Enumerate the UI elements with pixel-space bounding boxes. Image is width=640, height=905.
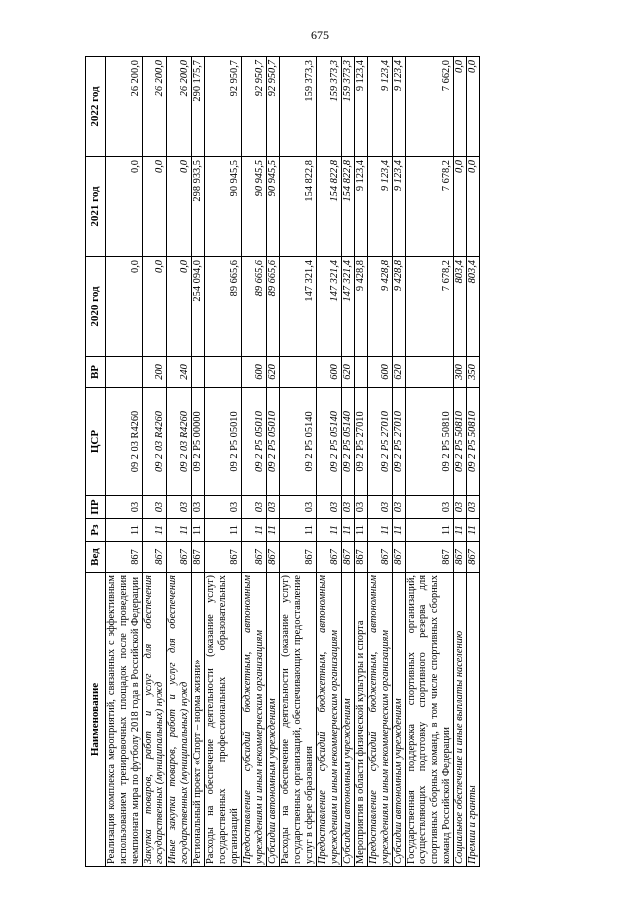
table-row <box>354 57 367 867</box>
cell-2022: 9 123,4 <box>392 57 405 157</box>
cell-2020: 147 321,4 <box>341 257 354 357</box>
budget-table-container <box>85 57 612 867</box>
cell-ved: 867 <box>167 542 192 573</box>
cell-csr: 09 2 03 R4260 <box>167 388 192 496</box>
cell-2022: 0,0 <box>454 57 467 157</box>
cell-pr: 03 <box>167 496 192 519</box>
cell-pr: 03 <box>142 496 167 519</box>
cell-csr: 09 2 P5 27010 <box>367 388 392 496</box>
cell-pr: 03 <box>316 496 341 519</box>
cell-pr: 03 <box>105 496 142 519</box>
cell-name: Реализация комплекса мероприятий, связанных с эффективным использованием тренировочных площадок после проведения чемпионата мира по футболу 2018 года в Российской Федерации <box>105 573 142 867</box>
cell-name: Иные закупки товаров, работ и услуг для обеспечения государственных (муниципальных) нужд <box>167 573 192 867</box>
cell-csr: 09 2 P5 00000 <box>192 388 205 496</box>
cell-csr: 09 2 P5 50810 <box>454 388 467 496</box>
cell-rz: 11 <box>316 519 341 542</box>
cell-2022: 159 373,3 <box>341 57 354 157</box>
table-row <box>367 57 392 867</box>
table-row <box>454 57 467 867</box>
cell-ved: 867 <box>242 542 267 573</box>
cell-2021: 0,0 <box>454 157 467 257</box>
cell-pr: 03 <box>242 496 267 519</box>
cell-csr: 09 2 P5 27010 <box>354 388 367 496</box>
cell-ved: 867 <box>192 542 205 573</box>
table-row <box>205 57 242 867</box>
cell-vr: 600 <box>316 357 341 388</box>
cell-2022: 9 123,4 <box>367 57 392 157</box>
cell-csr: 09 2 P5 05010 <box>242 388 267 496</box>
header-ved: Вед <box>86 542 106 573</box>
cell-2022: 0,0 <box>467 57 480 157</box>
cell-2022: 9 123,4 <box>354 57 367 157</box>
cell-csr: 09 2 03 R4260 <box>105 388 142 496</box>
table-row <box>142 57 167 867</box>
cell-2021: 0,0 <box>105 157 142 257</box>
cell-rz: 11 <box>392 519 405 542</box>
cell-2020: 9 428,8 <box>367 257 392 357</box>
header-2020: 2020 год <box>86 257 106 357</box>
cell-2021: 154 822,8 <box>316 157 341 257</box>
table-row <box>279 57 316 867</box>
table-row <box>167 57 192 867</box>
header-2021: 2021 год <box>86 157 106 257</box>
cell-2020: 803,4 <box>467 257 480 357</box>
cell-rz: 11 <box>367 519 392 542</box>
cell-rz: 11 <box>205 519 242 542</box>
cell-ved: 867 <box>142 542 167 573</box>
cell-ved: 867 <box>316 542 341 573</box>
cell-name: Государственная поддержка спортивных организаций, осуществляющих подготовку спортивного резерва для спортивных сборных команд, в том числе спортивных сборных команд Российской Федерации <box>405 573 454 867</box>
cell-rz: 11 <box>341 519 354 542</box>
cell-csr: 09 2 P5 05140 <box>341 388 354 496</box>
cell-csr: 09 2 03 R4260 <box>142 388 167 496</box>
table-row <box>392 57 405 867</box>
cell-ved: 867 <box>267 542 280 573</box>
cell-pr: 03 <box>392 496 405 519</box>
cell-ved: 867 <box>105 542 142 573</box>
cell-rz: 11 <box>267 519 280 542</box>
cell-pr: 03 <box>192 496 205 519</box>
cell-rz: 11 <box>242 519 267 542</box>
cell-csr: 09 2 P5 50810 <box>405 388 454 496</box>
cell-name: Предоставление субсидий бюджетным, автономным учреждениям и иным некоммерческим организациям <box>367 573 392 867</box>
cell-2022: 7 662,0 <box>405 57 454 157</box>
cell-rz: 11 <box>192 519 205 542</box>
cell-rz: 11 <box>105 519 142 542</box>
table-row <box>467 57 480 867</box>
header-rz: Рз <box>86 519 106 542</box>
cell-2021: 0,0 <box>167 157 192 257</box>
cell-name: Субсидии автономным учреждениям <box>392 573 405 867</box>
cell-2021: 0,0 <box>467 157 480 257</box>
cell-name: Региональный проект «Спорт – норма жизни» <box>192 573 205 867</box>
header-name: Наименование <box>86 573 106 867</box>
cell-2020: 803,4 <box>454 257 467 357</box>
cell-name: Закупка товаров, работ и услуг для обеспечения государственных (муниципальных) нужд <box>142 573 167 867</box>
cell-vr <box>205 357 242 388</box>
cell-vr: 620 <box>341 357 354 388</box>
cell-csr: 09 2 P5 50810 <box>467 388 480 496</box>
cell-ved: 867 <box>354 542 367 573</box>
cell-pr: 03 <box>405 496 454 519</box>
cell-csr: 09 2 P5 05140 <box>279 388 316 496</box>
cell-ved: 867 <box>367 542 392 573</box>
cell-rz: 11 <box>405 519 454 542</box>
cell-name: Субсидии автономным учреждениям <box>267 573 280 867</box>
header-csr: ЦСР <box>86 388 106 496</box>
cell-pr: 03 <box>367 496 392 519</box>
cell-ved: 867 <box>341 542 354 573</box>
cell-ved: 867 <box>279 542 316 573</box>
cell-name: Расходы на обеспечение деятельности (оказание услуг) государственных организаций, обеспечивающих предоставление услуг в сфере образования <box>279 573 316 867</box>
cell-2020: 89 665,6 <box>267 257 280 357</box>
cell-2020: 0,0 <box>142 257 167 357</box>
header-pr: ПР <box>86 496 106 519</box>
cell-2022: 92 950,7 <box>267 57 280 157</box>
cell-name: Субсидии автономным учреждениям <box>341 573 354 867</box>
cell-2022: 26 200,0 <box>167 57 192 157</box>
cell-2020: 147 321,4 <box>279 257 316 357</box>
cell-pr: 03 <box>267 496 280 519</box>
cell-rz: 11 <box>167 519 192 542</box>
cell-2022: 26 200,0 <box>105 57 142 157</box>
table-row <box>267 57 280 867</box>
budget-table <box>85 56 480 867</box>
cell-csr: 09 2 P5 05010 <box>267 388 280 496</box>
cell-rz: 11 <box>354 519 367 542</box>
cell-name: Предоставление субсидий бюджетным, автономным учреждениям и иным некоммерческим организациям <box>242 573 267 867</box>
cell-pr: 03 <box>279 496 316 519</box>
cell-2020: 0,0 <box>167 257 192 357</box>
cell-vr: 300 <box>454 357 467 388</box>
cell-2020: 9 428,8 <box>354 257 367 357</box>
cell-rz: 11 <box>142 519 167 542</box>
cell-2021: 90 945,5 <box>242 157 267 257</box>
cell-vr <box>354 357 367 388</box>
cell-2021: 154 822,8 <box>279 157 316 257</box>
cell-2021: 7 678,2 <box>405 157 454 257</box>
cell-name: Премии и гранты <box>467 573 480 867</box>
cell-2020: 89 665,6 <box>205 257 242 357</box>
cell-2022: 92 950,7 <box>242 57 267 157</box>
cell-2022: 92 950,7 <box>205 57 242 157</box>
table-row <box>242 57 267 867</box>
cell-vr: 600 <box>242 357 267 388</box>
cell-pr: 03 <box>205 496 242 519</box>
cell-rz: 11 <box>279 519 316 542</box>
cell-pr: 03 <box>454 496 467 519</box>
cell-2020: 0,0 <box>105 257 142 357</box>
table-row <box>405 57 454 867</box>
cell-2021: 9 123,4 <box>367 157 392 257</box>
cell-2021: 90 945,5 <box>267 157 280 257</box>
cell-2021: 0,0 <box>142 157 167 257</box>
cell-2021: 9 123,4 <box>354 157 367 257</box>
cell-name: Предоставление субсидий бюджетным, автономным учреждениям и иным некоммерческим организациям <box>316 573 341 867</box>
cell-vr: 350 <box>467 357 480 388</box>
cell-2021: 154 822,8 <box>341 157 354 257</box>
cell-pr: 03 <box>467 496 480 519</box>
cell-name: Социальное обеспечение и иные выплаты населению <box>454 573 467 867</box>
cell-ved: 867 <box>205 542 242 573</box>
cell-2022: 159 373,3 <box>316 57 341 157</box>
cell-vr: 620 <box>267 357 280 388</box>
cell-vr: 620 <box>392 357 405 388</box>
cell-2020: 147 321,4 <box>316 257 341 357</box>
cell-name: Мероприятия в области физической культуры и спорта <box>354 573 367 867</box>
cell-2022: 159 373,3 <box>279 57 316 157</box>
cell-vr: 240 <box>167 357 192 388</box>
cell-csr: 09 2 P5 27010 <box>392 388 405 496</box>
header-2022: 2022 год <box>86 57 106 157</box>
cell-2020: 89 665,6 <box>242 257 267 357</box>
page-number: 675 <box>311 28 329 42</box>
cell-vr <box>279 357 316 388</box>
cell-pr: 03 <box>354 496 367 519</box>
cell-ved: 867 <box>467 542 480 573</box>
cell-2020: 9 428,8 <box>392 257 405 357</box>
cell-vr <box>105 357 142 388</box>
cell-ved: 867 <box>454 542 467 573</box>
table-header-row <box>86 57 106 867</box>
cell-2020: 254 094,0 <box>192 257 205 357</box>
cell-vr: 600 <box>367 357 392 388</box>
header-vr: ВР <box>86 357 106 388</box>
cell-2021: 90 945,5 <box>205 157 242 257</box>
cell-2021: 9 123,4 <box>392 157 405 257</box>
cell-pr: 03 <box>341 496 354 519</box>
cell-rz: 11 <box>454 519 467 542</box>
cell-2020: 7 678,2 <box>405 257 454 357</box>
table-row <box>341 57 354 867</box>
table-row <box>316 57 341 867</box>
table-row <box>105 57 142 867</box>
cell-csr: 09 2 P5 05140 <box>316 388 341 496</box>
cell-vr <box>192 357 205 388</box>
cell-ved: 867 <box>405 542 454 573</box>
cell-csr: 09 2 P5 05010 <box>205 388 242 496</box>
cell-name: Расходы на обеспечение деятельности (оказание услуг) государственных профессиональных образовательных организаций <box>205 573 242 867</box>
cell-vr: 200 <box>142 357 167 388</box>
cell-rz: 11 <box>467 519 480 542</box>
table-row <box>192 57 205 867</box>
cell-2022: 26 200,0 <box>142 57 167 157</box>
table-body <box>105 57 480 867</box>
cell-ved: 867 <box>392 542 405 573</box>
cell-2022: 290 175,7 <box>192 57 205 157</box>
cell-vr <box>405 357 454 388</box>
cell-2021: 298 933,5 <box>192 157 205 257</box>
